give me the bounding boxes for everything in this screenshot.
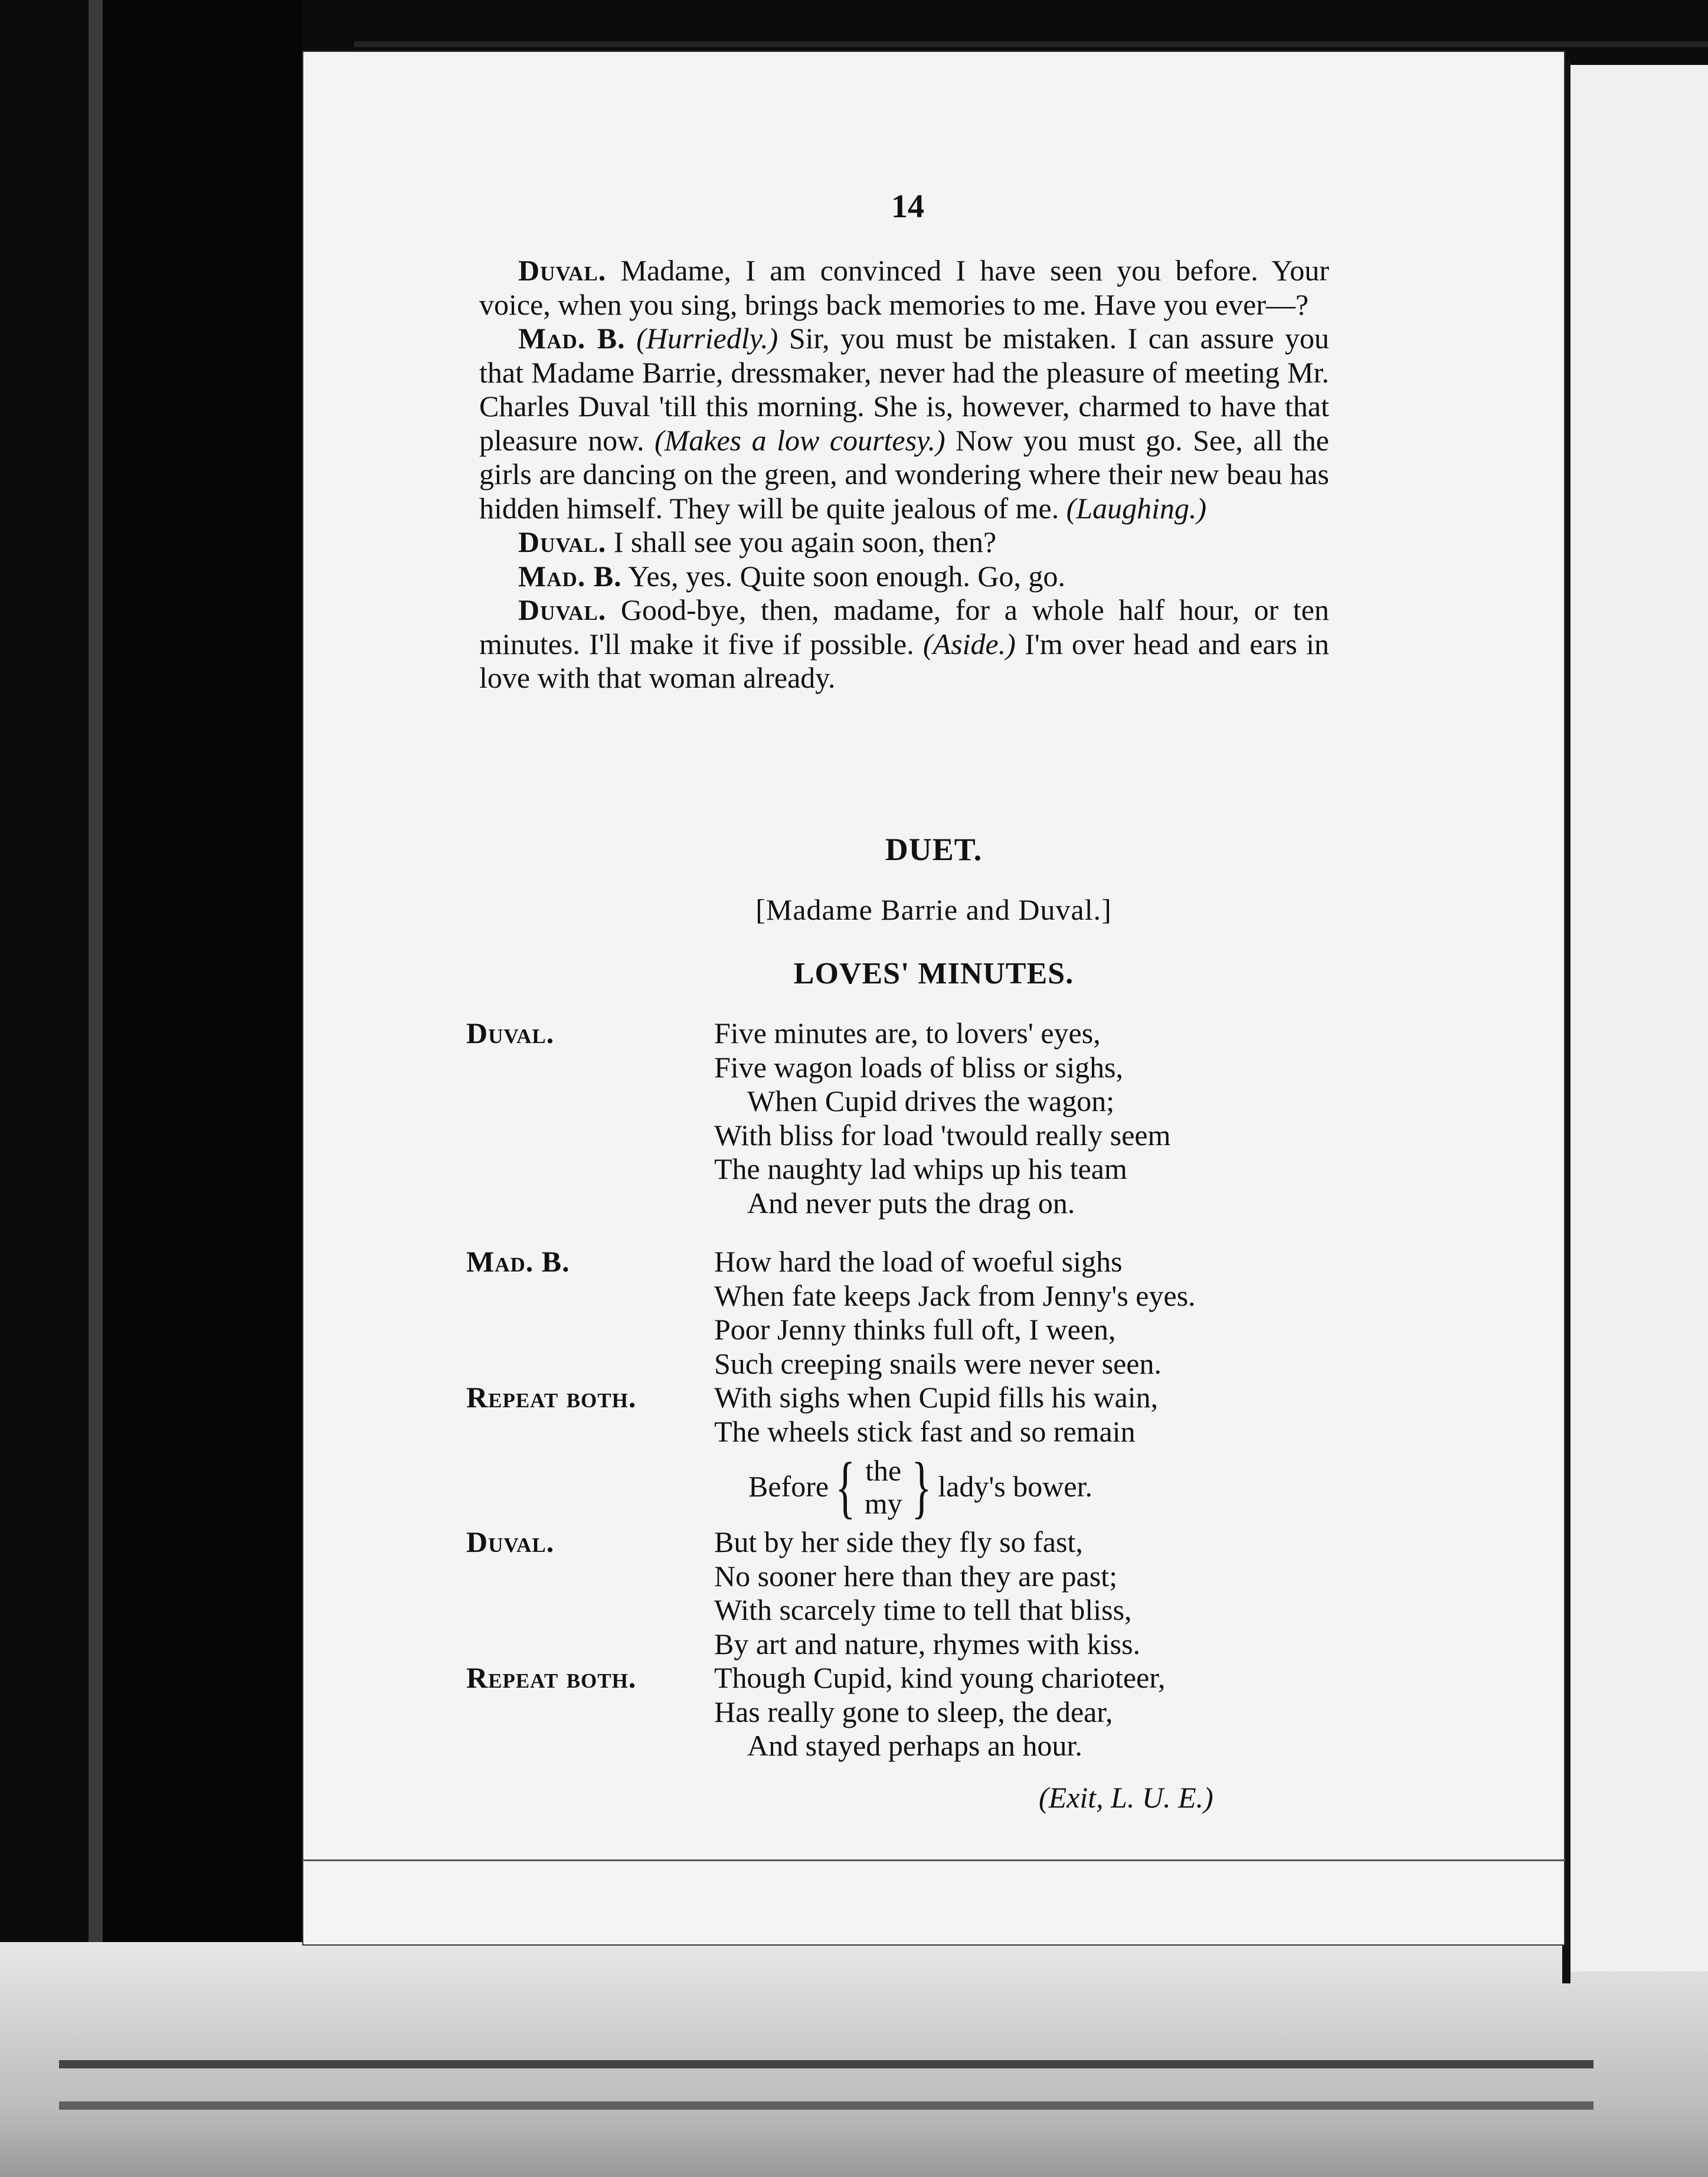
lyric-row <box>466 1560 1387 1594</box>
dialogue-paragraph <box>479 525 1329 560</box>
choice-brace: { the my } <box>835 1448 931 1525</box>
scan-stripe <box>59 2060 1594 2068</box>
dialogue-paragraph <box>479 254 1329 322</box>
speaker-name: Duval. <box>518 254 607 287</box>
scan-left-edge <box>89 0 103 1948</box>
lyric-line: Has really gone to sleep, the dear, <box>714 1695 1113 1728</box>
lyric-row <box>466 1186 1387 1221</box>
stage-direction-exit: (Exit, L. U. E.) <box>1039 1781 1213 1814</box>
lyric-row <box>466 1016 1387 1051</box>
dialogue-paragraph <box>479 593 1329 695</box>
verse-repeat-both-2 <box>466 1661 1387 1763</box>
lyric-line: By art and nature, rhymes with kiss. <box>714 1627 1141 1660</box>
lyric-row <box>466 1627 1387 1662</box>
speaker-name: Duval. <box>518 593 607 626</box>
lyric-line: With scarcely time to tell that bliss, <box>714 1593 1132 1626</box>
stage-direction: (Laughing.) <box>1066 491 1207 525</box>
facing-page <box>1570 65 1708 1972</box>
lyric-row <box>466 1593 1387 1627</box>
lyric-line: Five wagon loads of bliss or sighs, <box>714 1050 1124 1084</box>
lyric-row <box>466 1279 1387 1313</box>
lyric-row <box>466 1152 1387 1186</box>
lyric-row <box>466 1313 1387 1347</box>
verse-mad-b <box>466 1245 1387 1381</box>
lyric-line: And stayed perhaps an hour. <box>747 1729 1082 1762</box>
verse-duval-2 <box>466 1525 1387 1661</box>
dialogue-paragraph <box>479 560 1329 594</box>
duet-heading: DUET. <box>885 832 983 867</box>
lyric-row <box>466 1347 1387 1381</box>
lyric-line: But by her side they fly so fast, <box>714 1525 1083 1558</box>
speaker-name: Mad. B. <box>518 322 626 355</box>
lyric-row <box>466 1695 1387 1730</box>
scan-bottom-area <box>0 1942 1708 2177</box>
verse-repeat-both-1 <box>466 1381 1387 1449</box>
singer-label: Duval. <box>466 1525 555 1558</box>
lyric-line: Five minutes are, to lovers' eyes, <box>714 1016 1101 1050</box>
brace-line <box>466 1449 1387 1525</box>
brace-option-top: the <box>865 1454 902 1487</box>
lyric-row <box>466 1051 1387 1085</box>
dialogue-text: Yes, yes. Quite soon enough. Go, go. <box>621 559 1065 593</box>
dialogue-text: I shall see you again soon, then? <box>606 525 997 558</box>
lyric-line: How hard the load of woeful sighs <box>714 1245 1123 1278</box>
lyric-line: With bliss for load 'twould really seem <box>714 1118 1171 1152</box>
dialogue-text: Now you must go. See, all the girls are dancing on the green, and wondering where their new beau has hidden himself. They will be quite jealous of me. <box>479 423 1329 525</box>
scan-left-margin <box>103 0 302 1948</box>
lyric-line: The naughty lad whips up his team <box>714 1152 1127 1185</box>
dialogue-text: I'm over head and ears in love with that woman already. <box>479 627 1329 694</box>
lyric-line: And never puts the drag on. <box>747 1186 1075 1220</box>
singer-label: Repeat both. <box>466 1661 637 1694</box>
singer-label: Duval. <box>466 1016 555 1050</box>
speaker-name: Duval. <box>518 525 607 558</box>
lyric-row <box>466 1119 1387 1153</box>
lyric-line: When Cupid drives the wagon; <box>747 1084 1115 1117</box>
lyric-line: The wheels stick fast and so remain <box>714 1414 1136 1448</box>
lyric-line: Poor Jenny thinks full oft, I ween, <box>714 1313 1116 1346</box>
lyric-row <box>466 1245 1387 1279</box>
lyric-line: Such creeping snails were never seen. <box>714 1346 1162 1380</box>
lyric-line: With sighs when Cupid fills his wain, <box>714 1381 1159 1414</box>
stage-direction: (Hurriedly.) <box>636 322 778 355</box>
page-bottom-rule <box>302 1859 1565 1861</box>
verse-duval-1 <box>466 1016 1387 1220</box>
lyric-line: No sooner here than they are past; <box>714 1559 1118 1593</box>
dialogue-text: Good-bye, then, madame, for a whole half hour, or ten minutes. I'll make it five if possible. <box>479 593 1329 661</box>
lady-bower: lady's bower. <box>938 1470 1092 1503</box>
song-title: LOVES' MINUTES. <box>793 957 1074 991</box>
scan-top-rule <box>354 41 1708 47</box>
dialogue-text <box>626 322 637 355</box>
scan-stripe <box>59 2101 1594 2110</box>
dialogue-prose <box>479 254 1329 695</box>
dialogue-text: Madame, I am convinced I have seen you before. Your voice, when you sing, brings back memories to me. Have you ever—? <box>479 254 1329 321</box>
dialogue-paragraph <box>479 322 1329 525</box>
singer-label: Mad. B. <box>466 1245 570 1278</box>
lyric-line: When fate keeps Jack from Jenny's eyes. <box>714 1279 1196 1312</box>
dialogue-text: Sir, you must be mistaken. I can assure you that Madame Barrie, dressmaker, never had the pleasure of meeting Mr. Charles Duval 'till this morning. She is, however, charmed to have that pleasure now. <box>479 322 1330 457</box>
lyric-row <box>466 1084 1387 1119</box>
brace-option-bottom: my <box>864 1487 902 1520</box>
lyric-row <box>466 1729 1387 1763</box>
page-number: 14 <box>891 188 924 225</box>
lyric-row <box>466 1381 1387 1415</box>
lyric-row <box>466 1525 1387 1560</box>
stage-direction: (Makes a low courtesy.) <box>654 423 945 457</box>
lyric-row <box>466 1661 1387 1695</box>
lyric-line: Though Cupid, kind young charioteer, <box>714 1661 1166 1694</box>
lyric-row <box>466 1415 1387 1449</box>
singer-label: Repeat both. <box>466 1381 637 1414</box>
song-lyrics <box>466 1016 1387 1763</box>
before-word: Before <box>748 1470 829 1503</box>
stage-direction: (Aside.) <box>923 627 1016 661</box>
duet-performers: [Madame Barrie and Duval.] <box>755 893 1112 926</box>
speaker-name: Mad. B. <box>518 559 622 593</box>
